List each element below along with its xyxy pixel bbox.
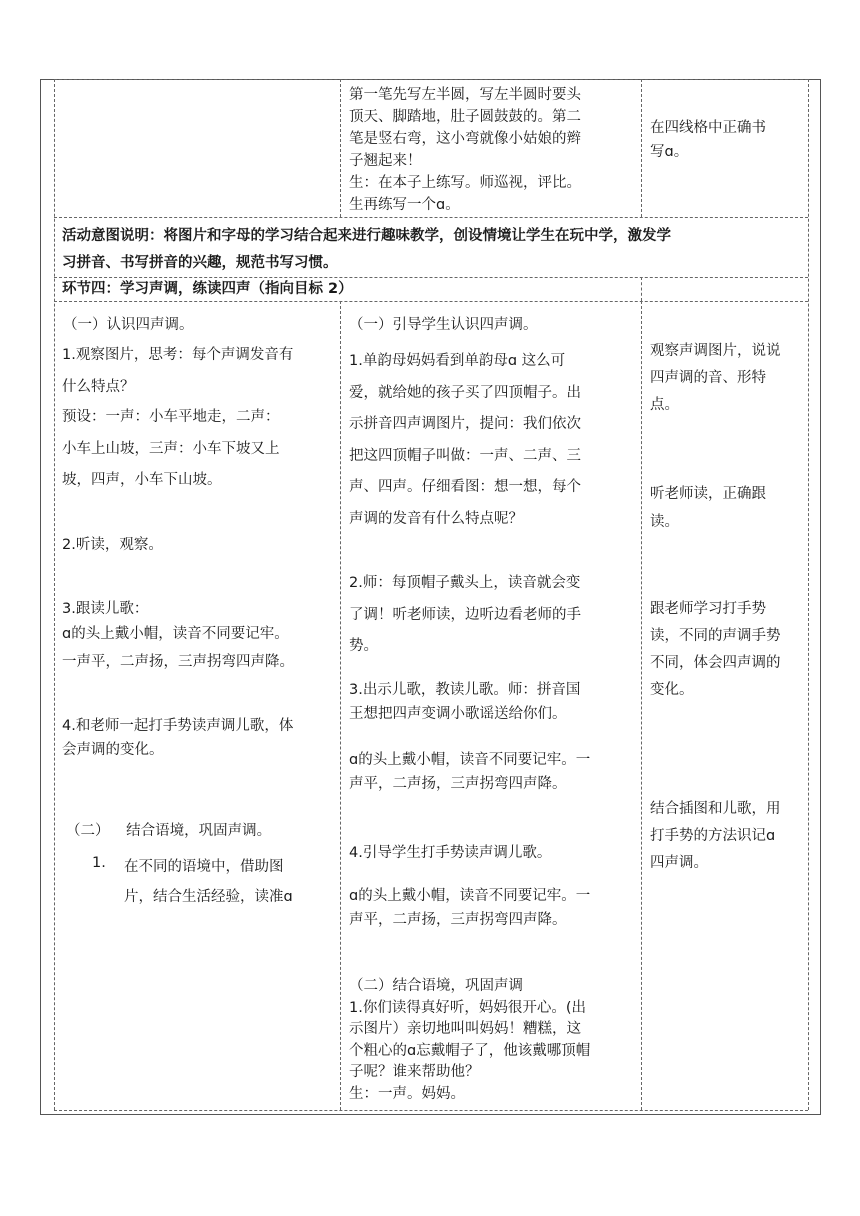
left-p6 [62,714,293,762]
text-line: 爱，就给她的孩子买了四顶帽子。出 [349,384,581,401]
inner-bottom-dash [54,1110,808,1111]
text-line: 2.师：每顶帽子戴头上，读音就会变 [349,575,581,591]
middle-p6 [349,842,551,864]
text-line: 一声平，二声扬，三声拐弯四声降。 [62,654,294,670]
right-p1 [650,338,781,419]
text-line: 子翘起来！ [349,153,422,169]
middle-p1 [349,314,538,336]
text-line: 活动意图说明：将图片和字母的学习结合起来进行趣味教学，创设情境让学生在玩中学，激发学 [62,228,671,244]
text-line: 生：一声。妈妈。 [349,1085,465,1102]
text-line: 个粗心的ɑ忘戴帽子了，他该戴哪顶帽 [349,1042,591,1059]
section4-title [62,279,353,299]
text-line: 读，不同的声调手势 [650,628,781,644]
middle-p7 [349,884,590,932]
middle-p3 [349,568,581,663]
right-p2 [650,480,766,536]
left-p2 [62,340,293,403]
text-line: ɑ的头上戴小帽，读音不同要记牢。一 [349,752,591,768]
middle-p4 [349,678,580,726]
text-line [66,820,271,842]
text-line: 王想把四声变调小歌谣送给你们。 [349,706,567,722]
text-line: 1.单韵母妈妈看到单韵母ɑ 这么可 [349,353,566,369]
text-line: 第一笔先写左半圆，写左半圆时要头 [349,87,581,103]
col-separator-2-top [641,79,642,217]
col-separator-2-title [641,277,642,301]
text-line: ɑ的头上戴小帽，读音不同要记牢。 [62,626,289,642]
section-heading: 环节四：学习声调，练读四声（指向目标 2） [62,281,353,297]
left-p8 [124,852,293,912]
text-line: （二）结合语境，巩固声调 [349,978,523,994]
table-border-right [820,79,821,1115]
text-line: 点。 [650,397,679,413]
middle-p5 [349,748,590,796]
text-line: 读。 [650,514,679,530]
text-line: 顶天、脚踏地，肚子圆鼓鼓的。第二 [349,109,581,125]
text-line: 生：在本子上练写。师巡视，评比。 [349,175,581,191]
text-line: 把这四顶帽子叫做：一声、二声、三 [349,447,581,464]
text-line: 示图片）亲切地叫叫妈妈！糟糕，这 [349,1021,581,1037]
text-line: 四声调的音、形特 [650,370,766,386]
left-p4 [62,534,163,556]
row1-right-cell [650,116,766,164]
text-line: 片，结合生活经验，读准ɑ [124,889,293,905]
text-line: 听老师读，正确跟 [650,486,766,502]
text-line: 了调！听老师读，边听边看老师的手 [349,606,581,623]
inner-left-dash [54,79,55,1110]
row-separator-1 [54,217,808,218]
text-line: 声平，二声扬，三声拐弯四声降。 [349,912,567,928]
right-p4 [650,796,781,877]
text-line: 笔是竖右弯，这小弯就像小姑娘的辫 [349,131,581,147]
text-line: 四声调。 [650,855,708,871]
text-line: 预设：一声：小车平地走，二声： [62,409,280,425]
text-line: 2.听读，观察。 [62,537,163,553]
left-p1 [63,314,194,336]
text-line: 1.观察图片，思考：每个声调发音有 [62,347,294,363]
text-line: 子呢？谁来帮助他？ [349,1064,480,1080]
col-separator-1-top [340,79,341,217]
inner-right-dash [808,79,809,1110]
row-separator-3 [54,301,808,302]
row-separator-2 [54,277,808,278]
middle-p8 [349,976,590,1105]
left-list-number [92,852,106,874]
text-line: 写ɑ。 [650,144,689,160]
text-line: 小车上山坡，三声：小车下坡又上 [62,440,280,457]
activity-intent [62,223,671,277]
text-line: 什么特点？ [62,378,135,395]
text-line: 声调的发音有什么特点呢？ [349,510,523,527]
text-line: 变化。 [650,682,694,698]
text-line: 3.出示儿歌，教读儿歌。师：拼音国 [349,682,581,698]
text-line: 示拼音四声调图片，提问：我们依次 [349,416,581,432]
text-line: 会声调的变化。 [62,742,164,758]
section-label: （二） [66,823,110,839]
text-line: 势。 [349,638,378,654]
text-line: 打手势的方法识记ɑ [650,828,776,844]
text-line: 在不同的语境中，借助图 [124,859,284,875]
text-line: ɑ的头上戴小帽，读音不同要记牢。一 [349,888,591,904]
left-p3 [62,402,280,497]
text-line: 4.引导学生打手势读声调儿歌。 [349,845,552,861]
text-line: （一）认识四声调。 [63,317,194,333]
col-separator-2-main [641,301,642,1110]
list-number: 1. [92,855,106,871]
text-line: 4.和老师一起打手势读声调儿歌，体 [62,718,294,734]
right-p3 [650,596,781,704]
text-line: 观察声调图片，说说 [650,343,781,359]
table-border-bottom [40,1114,821,1115]
text-line: 声平，二声扬，三声拐弯四声降。 [349,776,567,792]
text-line: 坡，四声，小车下山坡。 [62,472,222,488]
row1-middle-cell [349,84,581,216]
text-line: 在四线格中正确书 [650,120,766,136]
text-line: 不同，体会四声调的 [650,655,781,671]
text-line: 跟老师学习打手势 [650,601,766,617]
table-border-left [40,79,41,1115]
inner-top-dash [54,79,808,80]
text-line: 生再练写一个ɑ。 [349,197,460,213]
middle-p2 [349,346,581,535]
text-line: 3.跟读儿歌： [62,601,149,617]
text-line: 1.你们读得真好听，妈妈很开心。(出 [349,999,586,1016]
text-line: 结合插图和儿歌，用 [650,801,781,817]
text-line: 声、四声。仔细看图：想一想，每个 [349,479,581,495]
left-p7 [66,820,271,842]
text-line: 习拼音、书写拼音的兴趣，规范书写习惯。 [62,255,338,271]
col-separator-1-main [340,301,341,1110]
text-line: （一）引导学生认识四声调。 [349,317,538,333]
left-p5 [62,598,294,676]
section-text: 结合语境，巩固声调。 [126,823,272,839]
